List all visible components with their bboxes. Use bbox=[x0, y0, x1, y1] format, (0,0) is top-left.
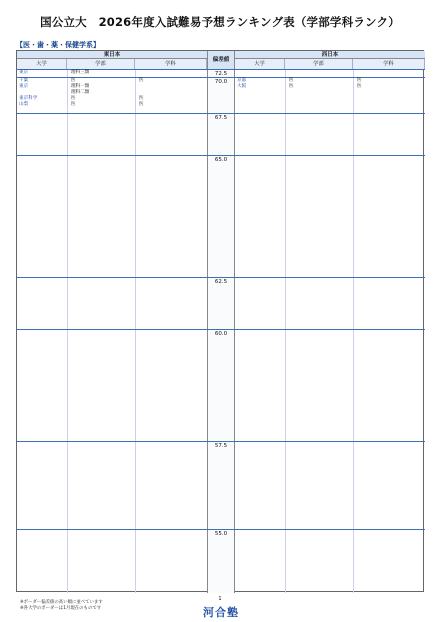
west-entries bbox=[235, 78, 425, 90]
deviation-band bbox=[17, 529, 425, 593]
faculty-name: 医 bbox=[289, 84, 294, 89]
section-label: 【医・歯・薬・保健学系】 bbox=[16, 41, 100, 49]
university-name: 千葉 bbox=[19, 78, 29, 83]
west-col-faculty: 学部 bbox=[285, 59, 353, 69]
footer-note: ※各大学のボーダーは1月現在のものです bbox=[20, 606, 102, 611]
deviation-band bbox=[17, 277, 425, 329]
university-name: 大阪 bbox=[237, 84, 247, 89]
page-number: 1 bbox=[218, 596, 222, 602]
deviation-value: 65.0 bbox=[207, 156, 235, 277]
table-row bbox=[17, 102, 207, 108]
east-entries bbox=[17, 70, 207, 76]
east-col-department: 学科 bbox=[135, 59, 207, 69]
west-col-university: 大学 bbox=[235, 59, 285, 69]
deviation-band bbox=[17, 69, 425, 77]
deviation-band bbox=[17, 441, 425, 529]
page-title: 国公立大 2026年度入試難易予想ランキング表（学部学科ランク） bbox=[40, 15, 400, 29]
faculty-name: 理科一類 bbox=[71, 84, 90, 89]
faculty-name: 医 bbox=[71, 102, 76, 107]
footer-notes bbox=[20, 600, 103, 612]
footer-note: ※ボーダー偏差値の高い順に並べています bbox=[20, 600, 103, 605]
west-col-department: 学科 bbox=[353, 59, 425, 69]
deviation-value: 60.0 bbox=[207, 330, 235, 441]
table-row bbox=[235, 84, 425, 90]
table-row bbox=[17, 70, 207, 76]
university-name: 京都 bbox=[237, 78, 247, 83]
deviation-band bbox=[17, 113, 425, 155]
deviation-value: 62.5 bbox=[207, 278, 235, 329]
faculty-name: 医 bbox=[289, 78, 294, 83]
deviation-value: 67.5 bbox=[207, 114, 235, 155]
deviation-bands bbox=[17, 69, 425, 593]
faculty-name: 理科三類 bbox=[71, 70, 90, 75]
deviation-band bbox=[17, 77, 425, 113]
deviation-band bbox=[17, 329, 425, 441]
faculty-name: 医 bbox=[71, 78, 76, 83]
ranking-table bbox=[16, 50, 424, 592]
faculty-name: 医 bbox=[71, 96, 76, 101]
department-name: 医 bbox=[139, 102, 144, 107]
deviation-value: 55.0 bbox=[207, 530, 235, 593]
university-name: 東京 bbox=[19, 70, 29, 75]
deviation-value: 72.5 bbox=[207, 70, 235, 77]
department-name: 医 bbox=[139, 78, 144, 83]
kawaijuku-logo: 河合塾 bbox=[203, 606, 239, 619]
university-name: 山梨 bbox=[19, 102, 29, 107]
faculty-name: 理科二類 bbox=[71, 90, 90, 95]
east-entries bbox=[17, 78, 207, 108]
east-japan-header: 東日本 bbox=[17, 51, 207, 59]
department-name: 医 bbox=[139, 96, 144, 101]
deviation-band bbox=[17, 155, 425, 277]
deviation-value: 70.0 bbox=[207, 78, 235, 113]
deviation-header: 偏差値 bbox=[207, 51, 235, 69]
deviation-value: 57.5 bbox=[207, 442, 235, 529]
east-col-university: 大学 bbox=[17, 59, 67, 69]
department-name: 医 bbox=[357, 84, 362, 89]
department-name: 医 bbox=[357, 78, 362, 83]
west-japan-header: 西日本 bbox=[235, 51, 425, 59]
university-name: 東京 bbox=[19, 84, 29, 89]
table-header bbox=[17, 51, 425, 69]
east-col-faculty: 学部 bbox=[67, 59, 135, 69]
university-name: 東京科学 bbox=[19, 96, 38, 101]
